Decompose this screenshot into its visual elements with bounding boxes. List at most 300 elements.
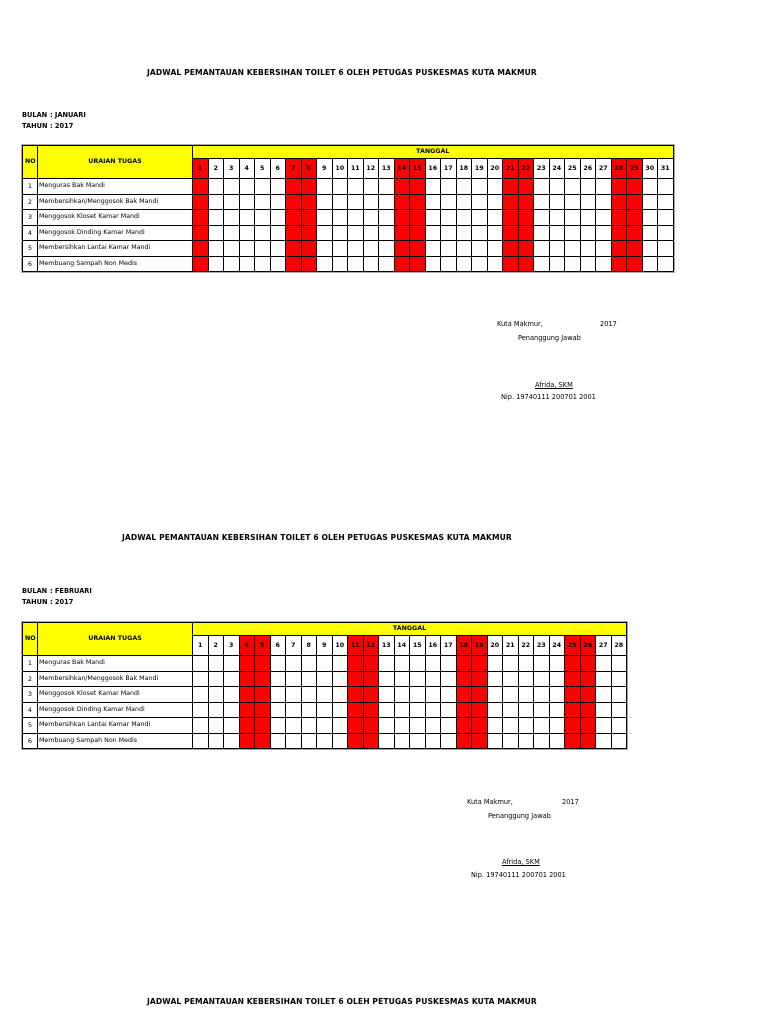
schedule-cell[interactable]	[518, 733, 534, 749]
schedule-cell[interactable]	[472, 656, 488, 672]
schedule-cell[interactable]	[580, 194, 596, 210]
schedule-cell[interactable]	[208, 702, 224, 718]
schedule-cell[interactable]	[487, 241, 503, 257]
schedule-cell[interactable]	[255, 733, 271, 749]
schedule-cell[interactable]	[348, 718, 364, 734]
schedule-cell[interactable]	[317, 241, 333, 257]
schedule-cell[interactable]	[363, 179, 379, 195]
schedule-cell[interactable]	[317, 256, 333, 272]
schedule-cell[interactable]	[503, 210, 519, 226]
schedule-cell[interactable]	[565, 656, 581, 672]
schedule-cell[interactable]	[410, 210, 426, 226]
schedule-cell[interactable]	[286, 179, 302, 195]
schedule-cell[interactable]	[456, 687, 472, 703]
schedule-cell[interactable]	[518, 718, 534, 734]
schedule-cell[interactable]	[642, 179, 658, 195]
schedule-cell[interactable]	[379, 179, 395, 195]
schedule-cell[interactable]	[239, 210, 255, 226]
schedule-cell[interactable]	[301, 687, 317, 703]
schedule-cell[interactable]	[255, 225, 271, 241]
schedule-cell[interactable]	[224, 671, 240, 687]
schedule-cell[interactable]	[472, 718, 488, 734]
schedule-cell[interactable]	[208, 656, 224, 672]
schedule-cell[interactable]	[255, 656, 271, 672]
schedule-cell[interactable]	[425, 687, 441, 703]
schedule-cell[interactable]	[565, 702, 581, 718]
schedule-cell[interactable]	[596, 687, 612, 703]
schedule-cell[interactable]	[487, 702, 503, 718]
schedule-cell[interactable]	[239, 702, 255, 718]
schedule-cell[interactable]	[611, 702, 627, 718]
schedule-cell[interactable]	[425, 179, 441, 195]
schedule-cell[interactable]	[193, 179, 209, 195]
schedule-cell[interactable]	[301, 718, 317, 734]
schedule-cell[interactable]	[301, 179, 317, 195]
schedule-cell[interactable]	[410, 241, 426, 257]
schedule-cell[interactable]	[472, 256, 488, 272]
schedule-cell[interactable]	[503, 194, 519, 210]
schedule-cell[interactable]	[301, 671, 317, 687]
schedule-cell[interactable]	[441, 687, 457, 703]
schedule-cell[interactable]	[239, 733, 255, 749]
schedule-cell[interactable]	[472, 733, 488, 749]
schedule-cell[interactable]	[565, 179, 581, 195]
schedule-cell[interactable]	[193, 733, 209, 749]
schedule-cell[interactable]	[580, 733, 596, 749]
schedule-cell[interactable]	[549, 194, 565, 210]
schedule-cell[interactable]	[379, 210, 395, 226]
schedule-cell[interactable]	[580, 687, 596, 703]
schedule-cell[interactable]	[441, 702, 457, 718]
schedule-cell[interactable]	[487, 733, 503, 749]
schedule-cell[interactable]	[549, 718, 565, 734]
schedule-cell[interactable]	[270, 179, 286, 195]
schedule-cell[interactable]	[425, 733, 441, 749]
schedule-cell[interactable]	[286, 718, 302, 734]
schedule-cell[interactable]	[332, 687, 348, 703]
schedule-cell[interactable]	[534, 656, 550, 672]
schedule-cell[interactable]	[456, 179, 472, 195]
schedule-cell[interactable]	[317, 210, 333, 226]
schedule-cell[interactable]	[193, 656, 209, 672]
schedule-cell[interactable]	[348, 256, 364, 272]
schedule-cell[interactable]	[518, 225, 534, 241]
schedule-cell[interactable]	[627, 179, 643, 195]
schedule-cell[interactable]	[580, 671, 596, 687]
schedule-cell[interactable]	[425, 702, 441, 718]
schedule-cell[interactable]	[611, 718, 627, 734]
schedule-cell[interactable]	[456, 656, 472, 672]
schedule-cell[interactable]	[363, 718, 379, 734]
schedule-cell[interactable]	[456, 210, 472, 226]
schedule-cell[interactable]	[642, 194, 658, 210]
schedule-cell[interactable]	[394, 210, 410, 226]
schedule-cell[interactable]	[270, 256, 286, 272]
schedule-cell[interactable]	[363, 733, 379, 749]
schedule-cell[interactable]	[208, 718, 224, 734]
schedule-cell[interactable]	[549, 179, 565, 195]
schedule-cell[interactable]	[596, 656, 612, 672]
schedule-cell[interactable]	[565, 671, 581, 687]
schedule-cell[interactable]	[596, 733, 612, 749]
schedule-cell[interactable]	[518, 656, 534, 672]
schedule-cell[interactable]	[503, 225, 519, 241]
schedule-cell[interactable]	[394, 225, 410, 241]
schedule-cell[interactable]	[239, 179, 255, 195]
schedule-cell[interactable]	[534, 687, 550, 703]
schedule-cell[interactable]	[565, 194, 581, 210]
schedule-cell[interactable]	[441, 194, 457, 210]
schedule-cell[interactable]	[565, 225, 581, 241]
schedule-cell[interactable]	[270, 687, 286, 703]
schedule-cell[interactable]	[611, 210, 627, 226]
schedule-cell[interactable]	[239, 718, 255, 734]
schedule-cell[interactable]	[549, 256, 565, 272]
schedule-cell[interactable]	[503, 179, 519, 195]
schedule-cell[interactable]	[348, 687, 364, 703]
schedule-cell[interactable]	[332, 225, 348, 241]
schedule-cell[interactable]	[193, 194, 209, 210]
schedule-cell[interactable]	[410, 702, 426, 718]
schedule-cell[interactable]	[425, 241, 441, 257]
schedule-cell[interactable]	[487, 225, 503, 241]
schedule-cell[interactable]	[549, 687, 565, 703]
schedule-cell[interactable]	[441, 225, 457, 241]
schedule-cell[interactable]	[596, 210, 612, 226]
schedule-cell[interactable]	[255, 718, 271, 734]
schedule-cell[interactable]	[518, 194, 534, 210]
schedule-cell[interactable]	[317, 718, 333, 734]
schedule-cell[interactable]	[596, 671, 612, 687]
schedule-cell[interactable]	[317, 194, 333, 210]
schedule-cell[interactable]	[363, 241, 379, 257]
schedule-cell[interactable]	[270, 194, 286, 210]
schedule-cell[interactable]	[270, 702, 286, 718]
schedule-cell[interactable]	[580, 256, 596, 272]
schedule-cell[interactable]	[363, 702, 379, 718]
schedule-cell[interactable]	[332, 733, 348, 749]
schedule-cell[interactable]	[286, 702, 302, 718]
schedule-cell[interactable]	[332, 210, 348, 226]
schedule-cell[interactable]	[224, 194, 240, 210]
schedule-cell[interactable]	[379, 225, 395, 241]
schedule-cell[interactable]	[518, 179, 534, 195]
schedule-cell[interactable]	[394, 671, 410, 687]
schedule-cell[interactable]	[286, 241, 302, 257]
schedule-cell[interactable]	[208, 687, 224, 703]
schedule-cell[interactable]	[239, 194, 255, 210]
schedule-cell[interactable]	[642, 210, 658, 226]
schedule-cell[interactable]	[549, 733, 565, 749]
schedule-cell[interactable]	[255, 687, 271, 703]
schedule-cell[interactable]	[410, 194, 426, 210]
schedule-cell[interactable]	[487, 179, 503, 195]
schedule-cell[interactable]	[472, 671, 488, 687]
schedule-cell[interactable]	[348, 671, 364, 687]
schedule-cell[interactable]	[518, 256, 534, 272]
schedule-cell[interactable]	[348, 702, 364, 718]
schedule-cell[interactable]	[317, 702, 333, 718]
schedule-cell[interactable]	[394, 179, 410, 195]
schedule-cell[interactable]	[487, 687, 503, 703]
schedule-cell[interactable]	[208, 671, 224, 687]
schedule-cell[interactable]	[503, 733, 519, 749]
schedule-cell[interactable]	[472, 179, 488, 195]
schedule-cell[interactable]	[239, 656, 255, 672]
schedule-cell[interactable]	[518, 671, 534, 687]
schedule-cell[interactable]	[472, 194, 488, 210]
schedule-cell[interactable]	[549, 225, 565, 241]
schedule-cell[interactable]	[301, 210, 317, 226]
schedule-cell[interactable]	[456, 718, 472, 734]
schedule-cell[interactable]	[410, 687, 426, 703]
schedule-cell[interactable]	[286, 733, 302, 749]
schedule-cell[interactable]	[270, 656, 286, 672]
schedule-cell[interactable]	[456, 671, 472, 687]
schedule-cell[interactable]	[394, 241, 410, 257]
schedule-cell[interactable]	[301, 733, 317, 749]
schedule-cell[interactable]	[224, 718, 240, 734]
schedule-cell[interactable]	[425, 718, 441, 734]
schedule-cell[interactable]	[193, 671, 209, 687]
schedule-cell[interactable]	[534, 256, 550, 272]
schedule-cell[interactable]	[549, 656, 565, 672]
schedule-cell[interactable]	[580, 656, 596, 672]
schedule-cell[interactable]	[441, 210, 457, 226]
schedule-cell[interactable]	[410, 225, 426, 241]
schedule-cell[interactable]	[193, 718, 209, 734]
schedule-cell[interactable]	[565, 733, 581, 749]
schedule-cell[interactable]	[425, 256, 441, 272]
schedule-cell[interactable]	[332, 702, 348, 718]
schedule-cell[interactable]	[301, 702, 317, 718]
schedule-cell[interactable]	[549, 702, 565, 718]
schedule-cell[interactable]	[503, 671, 519, 687]
schedule-cell[interactable]	[627, 241, 643, 257]
schedule-cell[interactable]	[224, 179, 240, 195]
schedule-cell[interactable]	[286, 194, 302, 210]
schedule-cell[interactable]	[627, 256, 643, 272]
schedule-cell[interactable]	[580, 702, 596, 718]
schedule-cell[interactable]	[518, 687, 534, 703]
schedule-cell[interactable]	[456, 225, 472, 241]
schedule-cell[interactable]	[286, 256, 302, 272]
schedule-cell[interactable]	[658, 194, 674, 210]
schedule-cell[interactable]	[456, 241, 472, 257]
schedule-cell[interactable]	[379, 733, 395, 749]
schedule-cell[interactable]	[270, 241, 286, 257]
schedule-cell[interactable]	[503, 656, 519, 672]
schedule-cell[interactable]	[596, 225, 612, 241]
schedule-cell[interactable]	[301, 241, 317, 257]
schedule-cell[interactable]	[363, 210, 379, 226]
schedule-cell[interactable]	[487, 256, 503, 272]
schedule-cell[interactable]	[611, 671, 627, 687]
schedule-cell[interactable]	[549, 241, 565, 257]
schedule-cell[interactable]	[379, 687, 395, 703]
schedule-cell[interactable]	[487, 718, 503, 734]
schedule-cell[interactable]	[379, 194, 395, 210]
schedule-cell[interactable]	[286, 225, 302, 241]
schedule-cell[interactable]	[270, 718, 286, 734]
schedule-cell[interactable]	[611, 194, 627, 210]
schedule-cell[interactable]	[565, 210, 581, 226]
schedule-cell[interactable]	[394, 702, 410, 718]
schedule-cell[interactable]	[270, 671, 286, 687]
schedule-cell[interactable]	[301, 194, 317, 210]
schedule-cell[interactable]	[363, 656, 379, 672]
schedule-cell[interactable]	[348, 241, 364, 257]
schedule-cell[interactable]	[456, 733, 472, 749]
schedule-cell[interactable]	[456, 194, 472, 210]
schedule-cell[interactable]	[456, 702, 472, 718]
schedule-cell[interactable]	[379, 702, 395, 718]
schedule-cell[interactable]	[379, 656, 395, 672]
schedule-cell[interactable]	[208, 241, 224, 257]
schedule-cell[interactable]	[286, 671, 302, 687]
schedule-cell[interactable]	[255, 256, 271, 272]
schedule-cell[interactable]	[332, 671, 348, 687]
schedule-cell[interactable]	[487, 656, 503, 672]
schedule-cell[interactable]	[503, 241, 519, 257]
schedule-cell[interactable]	[332, 194, 348, 210]
schedule-cell[interactable]	[301, 225, 317, 241]
schedule-cell[interactable]	[332, 656, 348, 672]
schedule-cell[interactable]	[596, 702, 612, 718]
schedule-cell[interactable]	[332, 179, 348, 195]
schedule-cell[interactable]	[642, 241, 658, 257]
schedule-cell[interactable]	[239, 256, 255, 272]
schedule-cell[interactable]	[379, 671, 395, 687]
schedule-cell[interactable]	[224, 702, 240, 718]
schedule-cell[interactable]	[472, 210, 488, 226]
schedule-cell[interactable]	[580, 210, 596, 226]
schedule-cell[interactable]	[580, 179, 596, 195]
schedule-cell[interactable]	[255, 241, 271, 257]
schedule-cell[interactable]	[193, 702, 209, 718]
schedule-cell[interactable]	[534, 718, 550, 734]
schedule-cell[interactable]	[472, 225, 488, 241]
schedule-cell[interactable]	[596, 718, 612, 734]
schedule-cell[interactable]	[224, 225, 240, 241]
schedule-cell[interactable]	[394, 194, 410, 210]
schedule-cell[interactable]	[503, 687, 519, 703]
schedule-cell[interactable]	[534, 225, 550, 241]
schedule-cell[interactable]	[193, 687, 209, 703]
schedule-cell[interactable]	[658, 225, 674, 241]
schedule-cell[interactable]	[441, 733, 457, 749]
schedule-cell[interactable]	[487, 210, 503, 226]
schedule-cell[interactable]	[410, 733, 426, 749]
schedule-cell[interactable]	[534, 194, 550, 210]
schedule-cell[interactable]	[487, 194, 503, 210]
schedule-cell[interactable]	[456, 256, 472, 272]
schedule-cell[interactable]	[425, 225, 441, 241]
schedule-cell[interactable]	[472, 702, 488, 718]
schedule-cell[interactable]	[332, 241, 348, 257]
schedule-cell[interactable]	[441, 656, 457, 672]
schedule-cell[interactable]	[518, 702, 534, 718]
schedule-cell[interactable]	[611, 225, 627, 241]
schedule-cell[interactable]	[425, 656, 441, 672]
schedule-cell[interactable]	[239, 671, 255, 687]
schedule-cell[interactable]	[379, 256, 395, 272]
schedule-cell[interactable]	[596, 256, 612, 272]
schedule-cell[interactable]	[224, 256, 240, 272]
schedule-cell[interactable]	[239, 241, 255, 257]
schedule-cell[interactable]	[534, 179, 550, 195]
schedule-cell[interactable]	[363, 687, 379, 703]
schedule-cell[interactable]	[627, 194, 643, 210]
schedule-cell[interactable]	[224, 687, 240, 703]
schedule-cell[interactable]	[224, 210, 240, 226]
schedule-cell[interactable]	[224, 241, 240, 257]
schedule-cell[interactable]	[534, 733, 550, 749]
schedule-cell[interactable]	[580, 241, 596, 257]
schedule-cell[interactable]	[441, 718, 457, 734]
schedule-cell[interactable]	[565, 256, 581, 272]
schedule-cell[interactable]	[410, 718, 426, 734]
schedule-cell[interactable]	[658, 210, 674, 226]
schedule-cell[interactable]	[441, 241, 457, 257]
schedule-cell[interactable]	[208, 179, 224, 195]
schedule-cell[interactable]	[317, 656, 333, 672]
schedule-cell[interactable]	[394, 687, 410, 703]
schedule-cell[interactable]	[410, 671, 426, 687]
schedule-cell[interactable]	[611, 733, 627, 749]
schedule-cell[interactable]	[534, 671, 550, 687]
schedule-cell[interactable]	[487, 671, 503, 687]
schedule-cell[interactable]	[317, 225, 333, 241]
schedule-cell[interactable]	[472, 241, 488, 257]
schedule-cell[interactable]	[472, 687, 488, 703]
schedule-cell[interactable]	[611, 687, 627, 703]
schedule-cell[interactable]	[208, 256, 224, 272]
schedule-cell[interactable]	[410, 656, 426, 672]
schedule-cell[interactable]	[270, 733, 286, 749]
schedule-cell[interactable]	[348, 656, 364, 672]
schedule-cell[interactable]	[363, 194, 379, 210]
schedule-cell[interactable]	[394, 656, 410, 672]
schedule-cell[interactable]	[611, 656, 627, 672]
schedule-cell[interactable]	[193, 256, 209, 272]
schedule-cell[interactable]	[363, 671, 379, 687]
schedule-cell[interactable]	[317, 733, 333, 749]
schedule-cell[interactable]	[565, 687, 581, 703]
schedule-cell[interactable]	[286, 210, 302, 226]
schedule-cell[interactable]	[611, 179, 627, 195]
schedule-cell[interactable]	[255, 179, 271, 195]
schedule-cell[interactable]	[255, 702, 271, 718]
schedule-cell[interactable]	[503, 702, 519, 718]
schedule-cell[interactable]	[332, 718, 348, 734]
schedule-cell[interactable]	[642, 225, 658, 241]
schedule-cell[interactable]	[317, 687, 333, 703]
schedule-cell[interactable]	[549, 671, 565, 687]
schedule-cell[interactable]	[348, 733, 364, 749]
schedule-cell[interactable]	[441, 671, 457, 687]
schedule-cell[interactable]	[658, 241, 674, 257]
schedule-cell[interactable]	[224, 656, 240, 672]
schedule-cell[interactable]	[534, 702, 550, 718]
schedule-cell[interactable]	[410, 256, 426, 272]
schedule-cell[interactable]	[565, 718, 581, 734]
schedule-cell[interactable]	[379, 241, 395, 257]
schedule-cell[interactable]	[642, 256, 658, 272]
schedule-cell[interactable]	[580, 718, 596, 734]
schedule-cell[interactable]	[425, 671, 441, 687]
schedule-cell[interactable]	[348, 225, 364, 241]
